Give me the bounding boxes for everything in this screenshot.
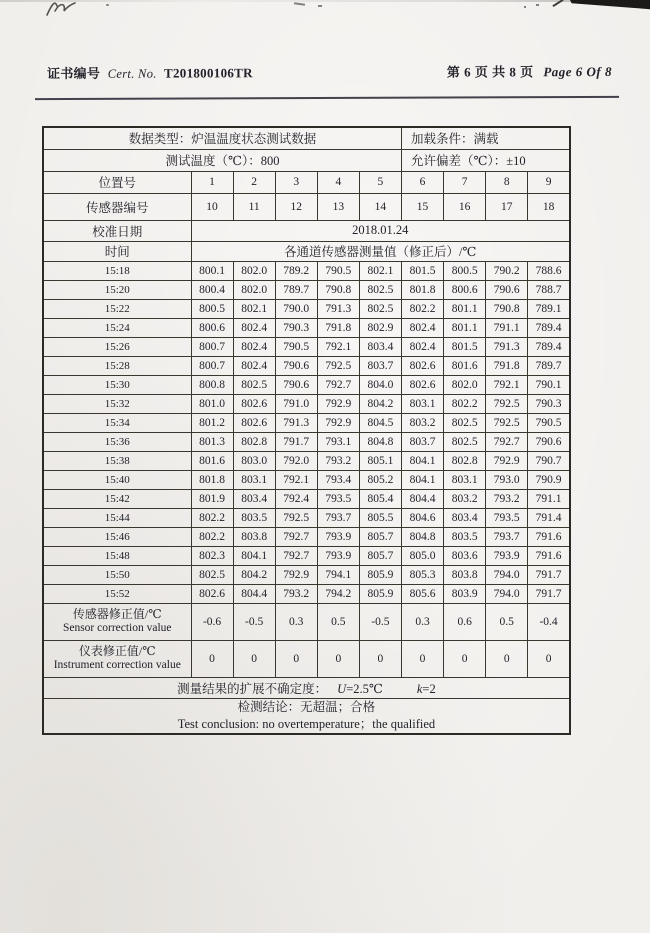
reading-value-cell: 800.8 [191,375,233,394]
conclusion-row [43,698,570,734]
reading-value-cell: 790.6 [275,356,317,375]
reading-value-cell: 804.8 [401,527,443,546]
reading-value-cell: 802.8 [233,432,275,451]
table-row [43,149,570,171]
reading-time-cell: 15:20 [43,280,191,299]
reading-row [43,546,570,565]
reading-value-cell: 803.8 [444,565,486,584]
instrument-correction-value-cell: 0 [528,640,570,677]
instrument-correction-label-en: Instrument correction value [53,659,181,672]
sensor-number-cell: 15 [401,193,443,220]
conclusion-en: Test conclusion: no overtemperature；the qualified [177,716,436,731]
reading-value-cell: 792.5 [486,394,528,413]
reading-value-cell: 790.5 [275,337,317,356]
reading-value-cell: 805.3 [401,565,443,584]
reading-time-cell: 15:48 [43,546,191,565]
reading-value-cell: 800.4 [191,280,233,299]
reading-row [43,489,570,508]
reading-value-cell: 801.8 [191,470,233,489]
sensor-number-cell: 17 [486,193,528,220]
reading-value-cell: 802.8 [444,451,486,470]
uncertainty-k-symbol: k [416,681,423,696]
reading-value-cell: 803.1 [233,470,275,489]
reading-value-cell: 801.5 [401,261,443,280]
reading-value-cell: 803.2 [444,489,486,508]
instrument-correction-value-cell: 0 [275,640,317,677]
reading-value-cell: 793.0 [486,470,528,489]
reading-time-cell: 15:32 [43,394,191,413]
reading-value-cell: 802.0 [444,375,486,394]
instrument-correction-value-cell: 0 [191,640,233,677]
reading-value-cell: 789.7 [528,356,570,375]
instrument-correction-value-cell: 0 [401,640,443,677]
sensor-correction-value-cell: -0.5 [233,603,275,640]
reading-value-cell: 793.1 [317,432,359,451]
page-indicator-en: Page 6 Of 8 [543,64,613,80]
reading-value-cell: 791.0 [275,394,317,413]
reading-value-cell: 802.4 [401,318,443,337]
position-number-cell: 2 [233,171,275,193]
uncertainty-u-value: =2.5℃ [346,681,383,696]
reading-value-cell: 802.5 [191,565,233,584]
page-indicator-cn: 第 6 页 共 8 页 [446,64,534,80]
uncertainty-label: 测量结果的扩展不确定度： [177,681,328,696]
reading-value-cell: 803.8 [233,527,275,546]
sensor-correction-value-cell: 0.6 [444,603,486,640]
sensor-number-cell: 14 [359,193,401,220]
reading-value-cell: 790.6 [486,280,528,299]
certificate-number [47,62,253,82]
position-number-row [43,171,570,193]
reading-value-cell: 794.0 [486,565,528,584]
reading-value-cell: 802.2 [191,508,233,527]
reading-value-cell: 791.7 [275,432,317,451]
reading-value-cell: 805.2 [359,470,401,489]
sensor-label-cell: 传感器编号 [43,193,191,220]
reading-value-cell: 804.2 [233,565,275,584]
scan-speck [294,2,305,6]
reading-value-cell: 792.1 [275,470,317,489]
sensor-correction-value-cell: 0.5 [486,603,528,640]
reading-value-cell: 804.1 [401,451,443,470]
reading-value-cell: 792.1 [317,337,359,356]
reading-value-cell: 804.1 [233,546,275,565]
sensor-correction-value-cell: -0.6 [191,603,233,640]
readings-body [43,261,570,603]
reading-value-cell: 803.1 [444,470,486,489]
sensor-correction-value-cell: -0.5 [359,603,401,640]
reading-time-cell: 15:40 [43,470,191,489]
position-number-cell: 5 [359,171,401,193]
sensor-correction-value-cell: -0.4 [528,603,570,640]
scan-speck [524,6,526,8]
reading-value-cell: 793.9 [317,527,359,546]
reading-value-cell: 800.7 [191,356,233,375]
sensor-number-cell: 18 [528,193,570,220]
reading-value-cell: 789.7 [275,280,317,299]
reading-time-cell: 15:22 [43,299,191,318]
reading-value-cell: 790.3 [275,318,317,337]
reading-value-cell: 803.0 [233,451,275,470]
reading-value-cell: 793.2 [275,584,317,603]
instrument-correction-value-cell: 0 [317,640,359,677]
scan-speck [536,4,539,6]
reading-value-cell: 793.5 [486,508,528,527]
reading-value-cell: 803.4 [233,489,275,508]
reading-row [43,318,570,337]
reading-value-cell: 801.1 [444,299,486,318]
reading-value-cell: 788.6 [528,261,570,280]
scan-top-edge-shade [0,0,650,2]
reading-value-cell: 803.4 [359,337,401,356]
reading-row [43,584,570,603]
reading-value-cell: 802.6 [233,413,275,432]
reading-value-cell: 804.1 [401,470,443,489]
reading-time-cell: 15:24 [43,318,191,337]
handwritten-mark-icon [44,0,80,17]
reading-value-cell: 792.9 [317,413,359,432]
reading-value-cell: 805.7 [359,527,401,546]
reading-value-cell: 793.2 [486,489,528,508]
reading-value-cell: 791.3 [486,337,528,356]
position-number-cell: 3 [275,171,317,193]
reading-time-cell: 15:44 [43,508,191,527]
reading-value-cell: 790.9 [528,470,570,489]
reading-time-cell: 15:28 [43,356,191,375]
time-label-cell: 时间 [43,241,191,261]
position-number-cell: 6 [401,171,443,193]
uncertainty-row [43,677,570,698]
reading-value-cell: 802.5 [359,299,401,318]
reading-value-cell: 801.6 [191,451,233,470]
reading-value-cell: 802.4 [233,356,275,375]
reading-value-cell: 788.7 [528,280,570,299]
reading-row [43,337,570,356]
sensor-number-row [43,193,570,220]
reading-value-cell: 802.5 [359,280,401,299]
reading-value-cell: 793.9 [486,546,528,565]
reading-value-cell: 790.7 [528,451,570,470]
reading-value-cell: 802.0 [233,261,275,280]
sensor-correction-label-cell [43,603,191,640]
reading-value-cell: 803.4 [444,508,486,527]
reading-value-cell: 793.9 [317,546,359,565]
test-data-table-wrap [42,126,571,735]
reading-value-cell: 792.4 [275,489,317,508]
sensor-number-cell: 16 [444,193,486,220]
reading-value-cell: 792.5 [486,413,528,432]
reading-value-cell: 802.4 [401,337,443,356]
reading-value-cell: 791.1 [528,489,570,508]
reading-value-cell: 800.7 [191,337,233,356]
reading-time-cell: 15:52 [43,584,191,603]
channels-header-cell: 各通道传感器测量值（修正后）/℃ [191,241,570,261]
position-number-cell: 8 [486,171,528,193]
reading-value-cell: 800.1 [191,261,233,280]
conclusion-cn: 检测结论：无超温；合格 [237,699,376,714]
reading-value-cell: 789.2 [275,261,317,280]
reading-value-cell: 792.1 [486,375,528,394]
reading-value-cell: 801.9 [191,489,233,508]
reading-value-cell: 802.6 [401,375,443,394]
reading-value-cell: 790.5 [528,413,570,432]
reading-value-cell: 802.1 [233,299,275,318]
reading-value-cell: 793.7 [317,508,359,527]
reading-value-cell: 802.1 [359,261,401,280]
reading-row [43,470,570,489]
reading-value-cell: 802.6 [191,584,233,603]
sensor-correction-label-cn: 传感器修正值/℃ [72,607,162,622]
reading-value-cell: 801.3 [191,432,233,451]
reading-value-cell: 791.6 [528,546,570,565]
reading-value-cell: 791.3 [275,413,317,432]
reading-value-cell: 790.1 [528,375,570,394]
reading-value-cell: 805.9 [359,584,401,603]
reading-value-cell: 792.9 [486,451,528,470]
reading-value-cell: 805.9 [359,565,401,584]
reading-time-cell: 15:36 [43,432,191,451]
reading-value-cell: 789.4 [528,337,570,356]
data-type-cell: 数据类型：炉温温度状态测试数据 [43,127,401,149]
reading-value-cell: 804.4 [233,584,275,603]
sensor-number-cell: 12 [275,193,317,220]
instrument-correction-label-cn: 仪表修正值/℃ [78,644,156,659]
reading-value-cell: 793.2 [317,451,359,470]
reading-row [43,565,570,584]
reading-value-cell: 801.2 [191,413,233,432]
reading-value-cell: 790.8 [486,299,528,318]
reading-value-cell: 804.0 [359,375,401,394]
sensor-number-cell: 13 [317,193,359,220]
reading-value-cell: 790.8 [317,280,359,299]
reading-row [43,394,570,413]
reading-value-cell: 802.2 [444,394,486,413]
position-number-cell: 4 [317,171,359,193]
reading-value-cell: 790.6 [528,432,570,451]
reading-value-cell: 801.1 [444,318,486,337]
reading-value-cell: 792.9 [275,565,317,584]
reading-value-cell: 802.3 [191,546,233,565]
reading-value-cell: 791.1 [486,318,528,337]
reading-value-cell: 802.5 [233,375,275,394]
conclusion-cell [43,698,570,734]
reading-value-cell: 792.9 [317,394,359,413]
reading-value-cell: 790.3 [528,394,570,413]
reading-time-cell: 15:46 [43,527,191,546]
reading-value-cell: 791.4 [528,508,570,527]
scan-speck [106,4,109,6]
reading-value-cell: 802.6 [401,356,443,375]
reading-value-cell: 792.7 [486,432,528,451]
reading-value-cell: 803.7 [401,432,443,451]
reading-value-cell: 793.7 [486,527,528,546]
instrument-correction-value-cell: 0 [486,640,528,677]
reading-value-cell: 791.8 [486,356,528,375]
position-number-cell: 9 [528,171,570,193]
reading-value-cell: 803.1 [401,394,443,413]
reading-value-cell: 800.5 [191,299,233,318]
reading-value-cell: 802.4 [233,337,275,356]
reading-value-cell: 803.9 [444,584,486,603]
reading-value-cell: 804.8 [359,432,401,451]
reading-value-cell: 805.1 [359,451,401,470]
reading-time-cell: 15:38 [43,451,191,470]
reading-value-cell: 803.5 [233,508,275,527]
reading-value-cell: 802.9 [359,318,401,337]
reading-value-cell: 792.7 [275,546,317,565]
reading-row [43,280,570,299]
cert-label-cn: 证书编号 [46,65,101,81]
header-divider [35,96,619,100]
test-data-table [42,126,571,735]
reading-value-cell: 802.5 [444,432,486,451]
page-header [47,61,612,82]
reading-value-cell: 804.4 [401,489,443,508]
reading-value-cell: 790.5 [317,261,359,280]
reading-value-cell: 791.3 [317,299,359,318]
reading-value-cell: 805.6 [401,584,443,603]
reading-value-cell: 794.2 [317,584,359,603]
reading-row [43,356,570,375]
sensor-correction-value-cell: 0.5 [317,603,359,640]
position-number-cell: 7 [444,171,486,193]
reading-value-cell: 793.5 [317,489,359,508]
load-condition-cell: 加载条件：满载 [401,127,569,149]
calibration-date-row [43,220,570,241]
reading-value-cell: 790.6 [275,375,317,394]
reading-value-cell: 802.2 [191,527,233,546]
position-number-cell: 1 [191,171,233,193]
reading-value-cell: 800.6 [444,280,486,299]
reading-value-cell: 804.5 [359,413,401,432]
cert-number-value: T201800106TR [163,65,253,81]
reading-value-cell: 792.7 [275,527,317,546]
sensor-correction-value-cell: 0.3 [401,603,443,640]
reading-value-cell: 792.7 [317,375,359,394]
channels-header-row [43,241,570,261]
allowed-deviation-cell: 允许偏差（℃）：±10 [401,149,569,171]
sensor-correction-row [43,603,570,640]
instrument-correction-value-cell: 0 [359,640,401,677]
reading-value-cell: 800.6 [191,318,233,337]
reading-value-cell: 791.7 [528,584,570,603]
reading-value-cell: 801.8 [401,280,443,299]
sensor-number-cell: 11 [233,193,275,220]
reading-value-cell: 791.8 [317,318,359,337]
uncertainty-k-value: =2 [422,681,436,696]
reading-value-cell: 803.2 [401,413,443,432]
reading-value-cell: 790.2 [486,261,528,280]
reading-value-cell: 803.7 [359,356,401,375]
reading-value-cell: 803.6 [444,546,486,565]
sensor-correction-value-cell: 0.3 [275,603,317,640]
reading-time-cell: 15:18 [43,261,191,280]
reading-value-cell: 791.6 [528,527,570,546]
reading-value-cell: 804.6 [401,508,443,527]
reading-value-cell: 805.7 [359,546,401,565]
reading-value-cell: 805.4 [359,489,401,508]
reading-value-cell: 792.0 [275,451,317,470]
reading-value-cell: 802.4 [233,318,275,337]
reading-time-cell: 15:34 [43,413,191,432]
reading-time-cell: 15:42 [43,489,191,508]
instrument-correction-label-cell [43,640,191,677]
reading-value-cell: 794.1 [317,565,359,584]
sensor-number-cell: 10 [191,193,233,220]
scan-corner-shadow [570,0,650,10]
instrument-correction-value-cell: 0 [233,640,275,677]
reading-row [43,527,570,546]
reading-value-cell: 803.5 [444,527,486,546]
reading-value-cell: 789.4 [528,318,570,337]
reading-row [43,432,570,451]
reading-value-cell: 791.7 [528,565,570,584]
reading-value-cell: 790.0 [275,299,317,318]
scan-speck [318,5,322,7]
position-label-cell: 位置号 [43,171,191,193]
reading-value-cell: 805.5 [359,508,401,527]
reading-value-cell: 792.5 [317,356,359,375]
reading-value-cell: 801.0 [191,394,233,413]
reading-value-cell: 802.2 [401,299,443,318]
reading-time-cell: 15:26 [43,337,191,356]
reading-value-cell: 801.5 [444,337,486,356]
reading-value-cell: 793.4 [317,470,359,489]
reading-value-cell: 804.2 [359,394,401,413]
uncertainty-cell [43,677,570,698]
uncertainty-u-symbol: U [337,681,347,696]
test-temperature-cell: 测试温度（℃）：800 [43,149,401,171]
reading-row [43,413,570,432]
reading-value-cell: 802.5 [444,413,486,432]
reading-row [43,299,570,318]
reading-row [43,261,570,280]
reading-row [43,508,570,527]
reading-value-cell: 805.0 [401,546,443,565]
reading-value-cell: 802.6 [233,394,275,413]
calibration-date-value-cell: 2018.01.24 [191,220,570,241]
page-indicator [447,61,612,81]
reading-row [43,375,570,394]
reading-value-cell: 800.5 [444,261,486,280]
reading-value-cell: 802.0 [233,280,275,299]
reading-time-cell: 15:30 [43,375,191,394]
reading-time-cell: 15:50 [43,565,191,584]
sensor-correction-label-en: Sensor correction value [62,622,172,635]
reading-row [43,451,570,470]
instrument-correction-value-cell: 0 [444,640,486,677]
cert-label-en: Cert. No. [107,66,157,81]
instrument-correction-row [43,640,570,677]
reading-value-cell: 792.5 [275,508,317,527]
reading-value-cell: 801.6 [444,356,486,375]
reading-value-cell: 789.1 [528,299,570,318]
calibration-date-label-cell: 校准日期 [43,220,191,241]
reading-value-cell: 794.0 [486,584,528,603]
table-row [43,127,570,149]
